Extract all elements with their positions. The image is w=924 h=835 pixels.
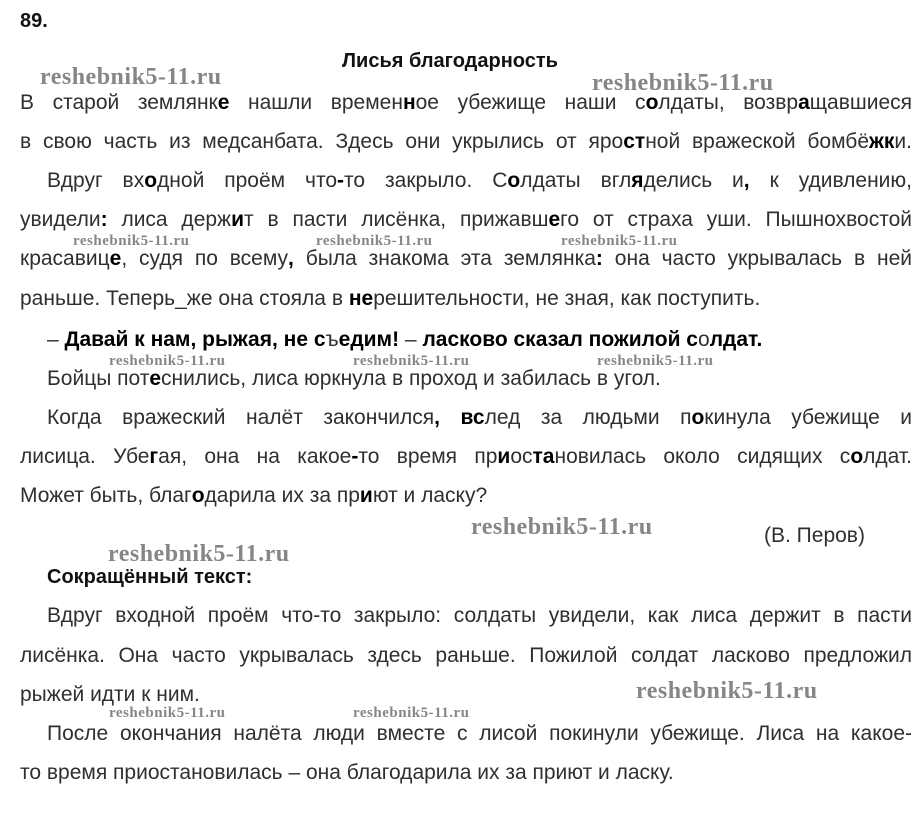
text-segment: щавшиеся [809, 91, 913, 114]
text-segment: лдат. [863, 445, 912, 468]
highlighted-letters: о [645, 91, 659, 114]
text-segment: ют и ласку? [372, 484, 488, 507]
highlighted-letters: , [743, 169, 750, 192]
summary-line-3: рыжей идти к ним. [20, 683, 200, 706]
watermark: reshebnik5-11.ru [597, 353, 714, 369]
text-segment [440, 406, 461, 429]
highlighted-letters: лдат. [709, 328, 763, 351]
watermark: reshebnik5-11.ru [353, 353, 470, 369]
highlighted-letters: вс [460, 406, 485, 429]
text-segment: то закрыло. С [344, 169, 508, 192]
text-line-4 [20, 207, 912, 233]
text-segment: о [698, 328, 710, 351]
watermark: reshebnik5-11.ru [636, 678, 818, 704]
text-segment: лиса держ [107, 208, 232, 231]
text-segment: снились, лиса юркнула в проход и забилась в угол. [161, 367, 661, 390]
text-segment: лдаты вгл [520, 169, 632, 192]
highlighted-letters: е [217, 91, 230, 114]
text-segment: лед за людьми п [484, 406, 692, 429]
text-line-1 [20, 90, 912, 116]
watermark: reshebnik5-11.ru [471, 514, 653, 540]
text-segment: решительности, не зная, как поступить. [373, 287, 761, 310]
highlighted-letters: е [548, 208, 561, 231]
highlighted-letters: , [288, 247, 294, 270]
highlighted-letters: жк [869, 130, 895, 153]
text-segment: делись и [643, 169, 744, 192]
text-segment: раньше. Теперь_же она стояла в [20, 287, 349, 310]
text-line-7 [47, 327, 924, 353]
highlighted-letters: ст [623, 130, 646, 153]
highlighted-letters: , [434, 406, 440, 429]
highlighted-letters: не [348, 287, 374, 310]
text-segment: дарила их за пр [204, 484, 360, 507]
summary-heading: Сокращённый текст: [47, 566, 253, 588]
text-segment: увидели [20, 208, 101, 231]
text-segment: Когда вражеский налёт закончился [47, 406, 435, 429]
summary-line-4: После окончания налёта люди вместе с лисой покинули убежище. Лиса на какое- [47, 722, 912, 745]
highlighted-letters: о [144, 169, 158, 192]
summary-line-1: Вдруг входной проём что-то закрыло: солдаты увидели, как лиса держит в пасти [47, 604, 912, 627]
highlighted-letters: е [149, 367, 162, 390]
watermark: reshebnik5-11.ru [592, 70, 774, 96]
summary-line-2: лисёнка. Она часто укрывалась здесь раньше. Пожилой солдат ласково предложил [20, 644, 912, 667]
text-segment: она часто укрывалась в ней [602, 247, 913, 270]
highlighted-letters: н [402, 91, 416, 114]
watermark: reshebnik5-11.ru [109, 353, 226, 369]
text-line-9 [20, 405, 912, 431]
highlighted-letters: я [631, 169, 644, 192]
text-segment: го от страха уши. Пышнохвостой [560, 208, 912, 231]
text-segment: лдаты, возвр [658, 91, 799, 114]
text-segment: Вдруг вх [47, 169, 145, 192]
text-segment: в свою часть из медсанбата. Здесь они укрылись от яро [20, 130, 624, 153]
highlighted-letters: о [850, 445, 864, 468]
text-segment: ое убежище наши с [415, 91, 646, 114]
story-title: Лисья благодарность [342, 50, 558, 72]
highlighted-letters: и [231, 208, 245, 231]
text-segment: и. [894, 130, 912, 153]
text-segment: , судя по всему [121, 247, 289, 270]
text-segment: – [47, 328, 59, 351]
highlighted-letters: и [497, 445, 511, 468]
highlighted-letters: : [100, 208, 108, 231]
text-segment: ая, она на какое [158, 445, 352, 468]
text-segment: дной проём что [157, 169, 338, 192]
text-segment: кинула убежище и [704, 406, 913, 429]
text-line-3 [20, 168, 912, 194]
highlighted-letters: Давай к нам, рыжая, не с [58, 328, 326, 351]
highlighted-letters: ласково сказал пожилой с [416, 328, 698, 351]
text-segment: Может быть, благ [20, 484, 192, 507]
text-segment: новилась около сидящих с [554, 445, 851, 468]
highlighted-letters: та [532, 445, 555, 468]
watermark: reshebnik5-11.ru [73, 233, 190, 249]
watermark: reshebnik5-11.ru [108, 541, 290, 567]
highlighted-letters: о [691, 406, 705, 429]
highlighted-letters: - [351, 445, 359, 468]
author-credit: (В. Перов) [764, 524, 865, 547]
text-line-2 [20, 129, 912, 155]
highlighted-letters: е [109, 247, 122, 270]
watermark: reshebnik5-11.ru [316, 233, 433, 249]
exercise-number: 89. [20, 10, 48, 32]
watermark: reshebnik5-11.ru [353, 705, 470, 721]
text-segment: т в пасти лисёнка, прижавш [244, 208, 549, 231]
highlighted-letters: о [507, 169, 521, 192]
text-line-10 [20, 444, 912, 470]
highlighted-letters: едим! [338, 328, 405, 351]
highlighted-letters: г [149, 445, 159, 468]
text-segment: была знакома эта землянка [293, 247, 596, 270]
text-segment: нашли времен [229, 91, 403, 114]
highlighted-letters: о [191, 484, 205, 507]
text-segment: ос [510, 445, 533, 468]
text-segment: – [404, 328, 417, 351]
text-segment: красавиц [20, 247, 110, 270]
summary-line-5: то время приостановилась – она благодарила их за приют и ласку. [20, 761, 674, 784]
text-segment: Бойцы пот [47, 367, 150, 390]
text-line-6 [20, 286, 912, 312]
highlighted-letters: а [798, 91, 810, 114]
text-segment: ъ [325, 328, 339, 351]
text-segment: ной вражеской бомбё [645, 130, 870, 153]
text-segment: к удивлению, [749, 169, 912, 192]
text-segment: лисица. Убе [20, 445, 150, 468]
highlighted-letters: : [595, 247, 603, 270]
watermark: reshebnik5-11.ru [561, 233, 678, 249]
watermark: reshebnik5-11.ru [40, 64, 222, 90]
text-segment: то время пр [358, 445, 498, 468]
text-line-11 [20, 483, 912, 509]
watermark: reshebnik5-11.ru [109, 705, 226, 721]
highlighted-letters: - [337, 169, 345, 192]
highlighted-letters: и [359, 484, 373, 507]
text-segment: В старой землянк [20, 91, 218, 114]
